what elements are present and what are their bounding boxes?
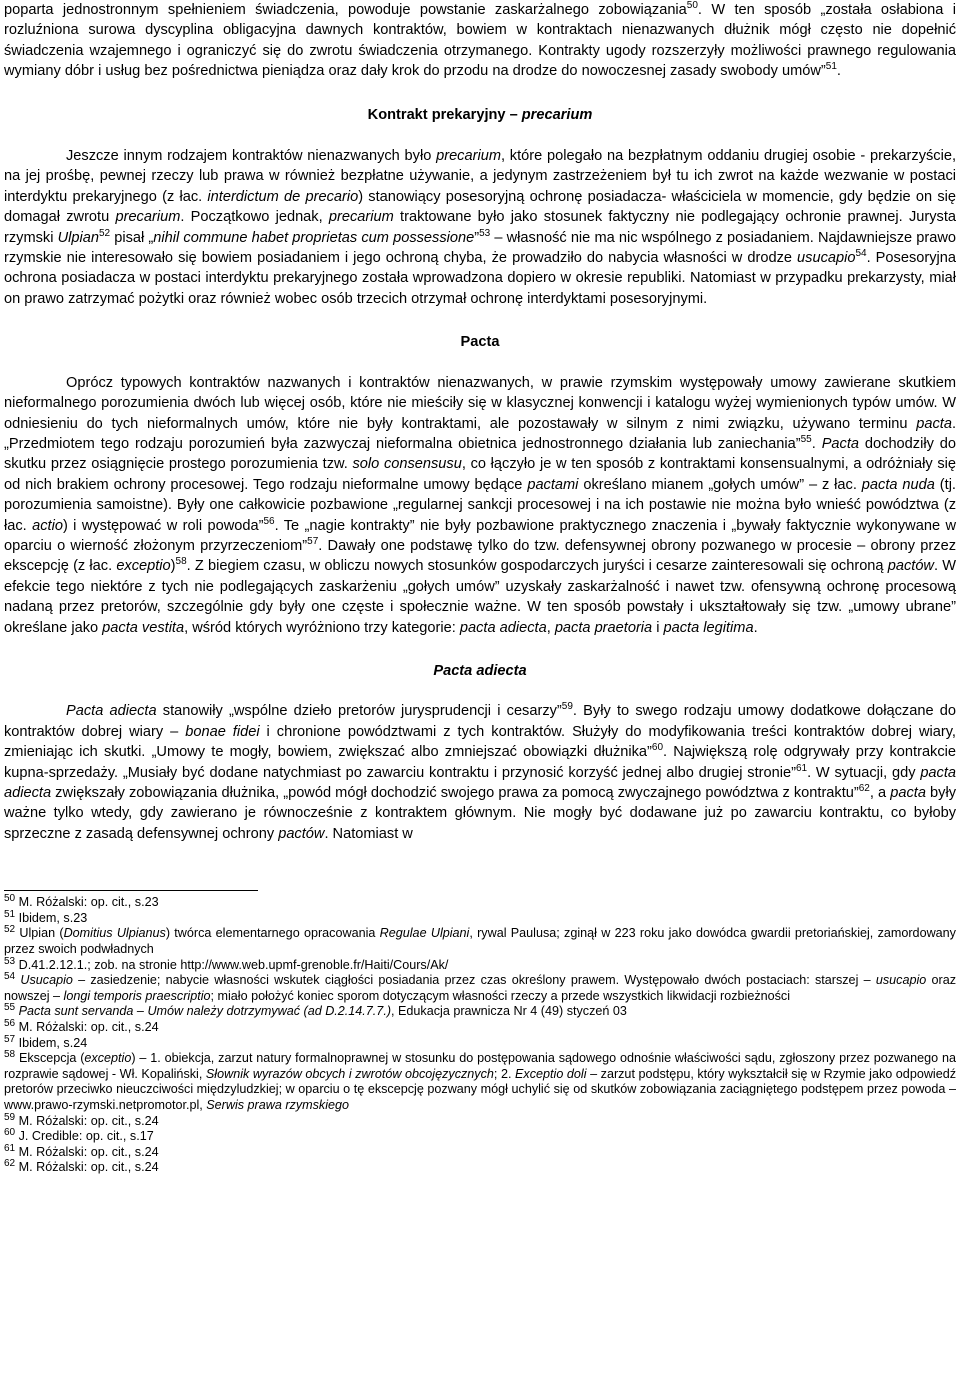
footnote-number: 58 bbox=[4, 1049, 16, 1061]
footnote-number: 59 bbox=[4, 1111, 16, 1123]
footnote-text: Ulpian (Domitius Ulpianus) twórca elementarnego opracowania Regulae Ulpiani, rywal Paulusa; zginął w 223 roku jako dowódca gwardii pretoriańskiej, zamordowany przez swoich podwładnych bbox=[4, 926, 956, 956]
footnote-text: M. Różalski: op. cit., s.24 bbox=[15, 1160, 159, 1175]
footnote-number: 55 bbox=[4, 1002, 16, 1014]
footnote-text: M. Różalski: op. cit., s.24 bbox=[15, 1113, 159, 1128]
footnote-text: Pacta sunt servanda – Umów należy dotrzymywać (ad D.2.14.7.7.), Edukacja prawnicza Nr 4 (49) styczeń 03 bbox=[18, 1004, 627, 1019]
footnote-separator bbox=[4, 890, 258, 891]
footnote-54 bbox=[4, 973, 956, 1004]
footnote-number: 52 bbox=[4, 924, 16, 936]
paragraph-intro: poparta jednostronnym spełnieniem świadczenia, powoduje powstanie zaskarżalnego zobowiązania$^{50}$. W ten sposób „została osłabiona i rozluźniona surowa dyscyplina obligacyjna dawnych kontraktów, bowiem w kontraktach nienazwanych dłużnik mógł często nie dopełnić świadczenia wzajemnego i ograniczyć się do zwrotu świadczenia otrzymanego. Kontrakty ugody rozszerzyły możliwości prawnego regulowania wymiany dóbr i usług bez pośrednictwa pieniądza oraz dały krok do przodu na drodze do nowoczesnej zasady swobody umów”$^{51}$. bbox=[4, 0, 956, 80]
paragraph-pacta-adiecta: Pacta adiecta stanowiły „wspólne dzieło pretorów jurysprudencji i cesarzy”$^{59}$. Były to swego rodzaju umowy dodatkowe dołączane do kontraktów dobrej wiary – bonae fidei i chronione powództwami z tych kontraktów. Służyły do modyfikowania treści kontraktów dobrej wiary, zmieniając ich skutki. „Umowy te mogły, bowiem, zwiększać albo zmniejszać obowiązki dłużnika”$^{60}$. Największą rolę odgrywały przy kontrakcie kupna-sprzedaży. „Musiały być dodane natychmiast po zawarciu kontraktu i przynosić korzyść jednej albo drugiej stronie”$^{61}$. W sytuacji, gdy pacta adiecta zwiększały zobowiązania dłużnika, „powód mógł dochodzić swojego prawa za pomocą zwyczajnego powództwa z kontraktu”$^{62}$, a pacta były ważne tylko wtedy, gdy zawierano je równocześnie z kontraktem głównym. Nie mogły być dodawane już po zawarciu kontraktu, co byłoby sprzeczne z zasadą defensywnej ochrony pactów. Natomiast w bbox=[4, 701, 957, 842]
paragraph-precarium: Jeszcze innym rodzajem kontraktów nienazwanych było precarium, które polegało na bezpłatnym oddaniu drugiej osobie - prekarzyście, na jej prośbę, pewnej rzeczy lub prawa w również bezpłatne używanie, a jedynym zastrzeżeniem był tu ich zwrot na każde wezwanie w postaci interdyktu prekaryjnego (z łac. interdictum de precario) stanowiący posesoryjną ochronę posiadacza- właściciela w momencie, gdy będzie on się domagał zwrotu precarium. Początkowo jednak, precarium traktowane było jako stosunek faktyczny nie podlegający ochronie prawnej. Jurysta rzymski Ulpian$^{52}$ pisał „nihil commune habet proprietas cum possessione”$^{53}$ – własność nie ma nic wspólnego z posiadaniem. Najdawniejsze prawo rzymskie nie interesowało się bowiem posiadaniem i jego ochroną chyba, że prowadziło do nabycia własności w drodze usucapio$^{54}$. Posesoryjna ochrona posiadacza w postaci interdyktu prekaryjnego została wprowadzona dopiero w okresie republiki. Natomiast w przypadku prekarzysty, miał on prawo zatrzymać pożytki oraz również wobec osób trzecich otrzymał ochronę interdyktami posesoryjnymi. bbox=[4, 148, 957, 307]
footnote-60 bbox=[4, 1129, 956, 1145]
heading-pacta: Pacta bbox=[460, 334, 500, 351]
footnote-number: 56 bbox=[4, 1017, 16, 1029]
footnote-57 bbox=[4, 1033, 956, 1052]
footnotes bbox=[4, 895, 956, 1176]
footnote-text: J. Credible: op. cit., s.17 bbox=[15, 1129, 154, 1144]
footnote-50 bbox=[4, 895, 956, 911]
footnote-text: Ekscepcja (exceptio) – 1. obiekcja, zarzut natury formalnoprawnej w stosunku do postępowania sądowego odnośnie właściwości sądu, zgłoszony przez pozwanego na rozprawie sądowej - Wł. Kopaliński, Słownik wyrazów obcych i zwrotów obcojęzycznych; 2. Exceptio doli – zarzut podstępu, który wykształcił się w Rzymie jako odpowiedź pretorów przeciwko nieuczciwości międzyludzkiej; w oparciu o tę ekscepcję pozwany mógł uchylić się od skutków zobowiązania zaciągniętego podstępem przez powoda – www.prawo-rzymski.netpromotor.pl, Serwis prawa rzymskiego bbox=[4, 1051, 957, 1112]
heading-precarium: Kontrakt prekaryjny – precarium bbox=[367, 106, 593, 123]
footnote-51 bbox=[4, 908, 956, 927]
footnote-62 bbox=[4, 1160, 956, 1176]
footnote-text: D.41.2.12.1.; zob. na stronie http://www.web.upmf-grenoble.fr/Haiti/Cours/Ak/ bbox=[15, 957, 449, 972]
footnote-text: M. Różalski: op. cit., s.24 bbox=[15, 1144, 159, 1159]
footnote-number: 60 bbox=[4, 1127, 16, 1139]
paragraph-pacta: Oprócz typowych kontraktów nazwanych i kontraktów nienazwanych, w prawie rzymskim występowały umowy zawierane skutkiem nieformalnego porozumienia dwóch lub więcej osób, które nie mieściły się w klasycznej konwencji i katalogu wyżej wymienionych typów umów. W odniesieniu do tych nieformalnych umów, które nie były kontraktami, ale pozostawały w silnym z nimi związku, używano terminu pacta. „Przedmiotem tego rodzaju porozumień była zazwyczaj nieformalna obietnica jednostronnego działania lub zaniechania”$^{55}$. Pacta dochodziły do skutku przez osiągnięcie prostego porozumienia tzw. solo consensusu, co łączyło je w ten sposób z kontraktami konsensualnymi, a odróżniały się od nich brakiem ochrony procesowej. Tego rodzaju nieformalne umowy będące pactami określano mianem „gołych umów” – z łac. pacta nuda (tj. porozumienia samoistne). Były one całkowicie pozbawione „regularnej sankcji procesowej i na ich postawie nie można było wnieść powództwa (z łac. actio) i występować w roli powoda”$^{56}$. Te „nagie kontrakty” nie były pozbawione praktycznego znaczenia i „bywały faktycznie wykonywane w oparciu o wierność złożonym przyrzeczeniom”$^{57}$. Dawały one podstawę tylko do tzw. defensywnej obrony pozwanego w procesie – obrony przez ekscepcję (z łac. exceptio)$^{58}$. Z biegiem czasu, w obliczu nowych stosunków gospodarczych juryści i cesarze zainteresowali się ochroną pactów. W efekcie tego niektóre z tych nie podlegających zaskarżeniu „gołych umów” uzyskały zaskarżalność i nawet tzw. ofensywną ochronę procesową nadaną przez pretorów, szczególnie gdy były one częste i społecznie ważne. W ten sposób powstały i ukształtowały się tzw. „umowy ubrane” określane jako pacta vestita, wśród których wyróżniono trzy kategorie: pacta adiecta, pacta praetoria i pacta legitima. bbox=[4, 374, 956, 636]
footnote-58 bbox=[4, 1051, 956, 1113]
footnote-number: 62 bbox=[4, 1158, 16, 1170]
footnote-number: 51 bbox=[4, 908, 16, 920]
footnote-number: 54 bbox=[4, 971, 16, 983]
footnote-text: Usucapio – zasiedzenie; nabycie własności wskutek ciągłości posiadania przez czas określony prawem. Występowało dwóch postaciach: starszej – usucapio oraz nowszej – longi temporis praescriptio; miało położyć koniec sporom dotyczącym własności rzeczy a przede wszystkich likwidacji rozbieżności bbox=[4, 973, 957, 1003]
footnote-52 bbox=[4, 926, 956, 957]
footnote-text: M. Różalski: op. cit., s.23 bbox=[15, 895, 159, 910]
footnote-number: 50 bbox=[4, 893, 16, 905]
footnote-53 bbox=[4, 955, 956, 974]
footnote-56 bbox=[4, 1017, 956, 1036]
footnote-61 bbox=[4, 1142, 956, 1161]
heading-pacta-adiecta: Pacta adiecta bbox=[433, 662, 527, 679]
footnote-number: 61 bbox=[4, 1142, 16, 1154]
footnote-number: 53 bbox=[4, 955, 16, 967]
footnote-text: M. Różalski: op. cit., s.24 bbox=[15, 1019, 159, 1034]
footnote-55 bbox=[4, 1004, 956, 1020]
footnote-text: Ibidem, s.23 bbox=[15, 910, 88, 925]
footnote-number: 57 bbox=[4, 1033, 16, 1045]
footnote-text: Ibidem, s.24 bbox=[15, 1035, 88, 1050]
footnote-59 bbox=[4, 1111, 956, 1130]
